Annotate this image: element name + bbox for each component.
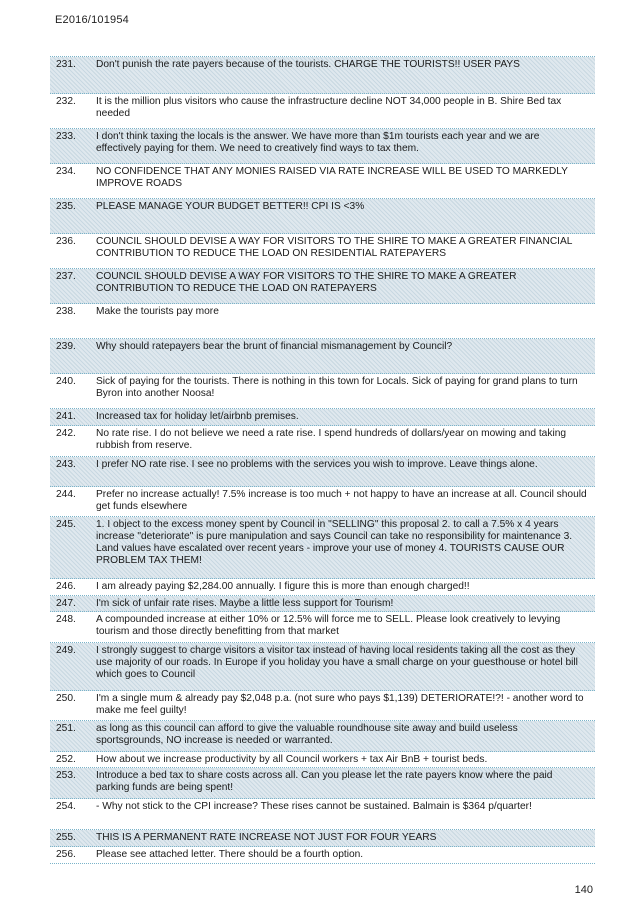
table-row	[50, 409, 595, 426]
row-text: Make the tourists pay more	[96, 306, 219, 317]
row-number: 247.	[56, 598, 76, 609]
row-text: as long as this council can afford to give the valuable roundhouse site away and build useless sportsgrounds, NO increase is needed or warranted.	[96, 723, 518, 746]
table-row	[50, 234, 595, 269]
row-text: COUNCIL SHOULD DEVISE A WAY FOR VISITORS TO THE SHIRE TO MAKE A GREATER CONTRIBUTION TO REDUCE THE LOAD ON RATEPAYERS	[96, 271, 517, 294]
table-row	[50, 612, 595, 643]
row-number: 237.	[56, 271, 76, 282]
row-text: Prefer no increase actually! 7.5% increase is too much + not happy to have an increase at all. Council should get funds elsewhere	[96, 489, 587, 512]
table-row	[50, 517, 595, 579]
row-number: 249.	[56, 645, 76, 656]
row-text: A compounded increase at either 10% or 12.5% will force me to SELL. Please look creatively to levying tourism and those directly benefitting from that market	[96, 614, 561, 637]
row-text: I am already paying $2,284.00 annually. I figure this is more than enough charged!!	[96, 581, 470, 592]
row-text: Increased tax for holiday let/airbnb premises.	[96, 411, 299, 422]
row-text: It is the million plus visitors who cause the infrastructure decline NOT 34,000 people in B. Shire Bed tax needed	[96, 96, 562, 119]
row-number: 242.	[56, 428, 76, 439]
table-row	[50, 426, 595, 457]
row-text: No rate rise. I do not believe we need a rate rise. I spend hundreds of dollars/year on mowing and taking rubbish from reserve.	[96, 428, 567, 451]
row-text: How about we increase productivity by all Council workers + tax Air BnB + tourist beds.	[96, 754, 488, 765]
row-text: THIS IS A PERMANENT RATE INCREASE NOT JUST FOR FOUR YEARS	[96, 832, 437, 843]
row-number: 238.	[56, 306, 76, 317]
row-number: 256.	[56, 849, 76, 860]
row-number: 248.	[56, 614, 76, 625]
row-number: 236.	[56, 236, 76, 247]
table-row	[50, 339, 595, 374]
table-row	[50, 199, 595, 234]
table-row	[50, 768, 595, 799]
table-row	[50, 94, 595, 129]
row-number: 233.	[56, 131, 76, 142]
row-text: - Why not stick to the CPI increase? These rises cannot be sustained. Balmain is $364 p/quarter!	[96, 801, 532, 812]
table-row	[50, 691, 595, 721]
row-text: I strongly suggest to charge visitors a visitor tax instead of having local residents taking all the cost as they use majority of our roads. In Europe if you holiday you have a small charge on your guesthouse or hotel bill which goes to Council	[96, 645, 578, 680]
row-text: NO CONFIDENCE THAT ANY MONIES RAISED VIA RATE INCREASE WILL BE USED TO MARKEDLY IMPROVE ROADS	[96, 166, 568, 189]
table-row	[50, 799, 595, 830]
row-text: Don't punish the rate payers because of the tourists. CHARGE THE TOURISTS!! USER PAYS	[96, 59, 520, 70]
row-number: 255.	[56, 832, 76, 843]
row-text: Sick of paying for the tourists. There is nothing in this town for Locals. Sick of paying for grand plans to turn Byron into another Noosa!	[96, 376, 578, 399]
row-number: 251.	[56, 723, 76, 734]
row-number: 254.	[56, 801, 76, 812]
page-number: 140	[574, 884, 593, 896]
row-number: 253.	[56, 770, 76, 781]
row-number: 244.	[56, 489, 76, 500]
row-number: 235.	[56, 201, 76, 212]
table-row	[50, 57, 595, 94]
table-row	[50, 847, 595, 864]
table-row	[50, 374, 595, 409]
table-row	[50, 596, 595, 612]
row-number: 240.	[56, 376, 76, 387]
row-text: PLEASE MANAGE YOUR BUDGET BETTER!! CPI IS <3%	[96, 201, 365, 212]
row-text: 1. I object to the excess money spent by Council in "SELLING" this proposal 2. to call a 7.5% x 4 years increase "deteriorate" is pure manipulation and says Council can take no responsibility for maintenance 3. Land values have escalated over recent years - improve your use of money 4. TOURISTS CAUSE OUR PROBLEM TAX THEM!	[96, 519, 573, 566]
row-number: 234.	[56, 166, 76, 177]
row-text: Introduce a bed tax to share costs across all. Can you please let the rate payers know where the paid parking funds are being spent!	[96, 770, 553, 793]
row-text: I'm a single mum & already pay $2,048 p.a. (not sure who pays $1,139) DETERIORATE!?! - another word to make me feel guilty!	[96, 693, 584, 716]
row-text: I'm sick of unfair rate rises. Maybe a little less support for Tourism!	[96, 598, 394, 609]
row-number: 232.	[56, 96, 76, 107]
table-row	[50, 487, 595, 517]
table-row	[50, 752, 595, 768]
row-number: 252.	[56, 754, 76, 765]
table-row	[50, 269, 595, 304]
table-row	[50, 164, 595, 199]
table-row	[50, 457, 595, 487]
table-row	[50, 721, 595, 752]
submissions-table	[50, 56, 595, 864]
table-row	[50, 643, 595, 691]
row-text: Please see attached letter. There should be a fourth option.	[96, 849, 364, 860]
row-number: 245.	[56, 519, 76, 530]
row-number: 243.	[56, 459, 76, 470]
row-text: I prefer NO rate rise. I see no problems with the services you wish to improve. Leave things alone.	[96, 459, 538, 470]
table-row	[50, 304, 595, 339]
table-row	[50, 129, 595, 164]
row-text: I don't think taxing the locals is the answer. We have more than $1m tourists each year and we are effectively paying for them. We need to creatively find ways to tax them.	[96, 131, 540, 154]
row-number: 250.	[56, 693, 76, 704]
document-id: E2016/101954	[55, 14, 129, 26]
row-number: 246.	[56, 581, 76, 592]
table-row	[50, 579, 595, 596]
row-text: COUNCIL SHOULD DEVISE A WAY FOR VISITORS TO THE SHIRE TO MAKE A GREATER FINANCIAL CONTRIBUTION TO REDUCE THE LOAD ON RESIDENTIAL RATEPAYERS	[96, 236, 573, 259]
row-text: Why should ratepayers bear the brunt of financial mismanagement by Council?	[96, 341, 453, 352]
row-number: 241.	[56, 411, 76, 422]
table-row	[50, 830, 595, 847]
row-number: 239.	[56, 341, 76, 352]
row-number: 231.	[56, 59, 76, 70]
